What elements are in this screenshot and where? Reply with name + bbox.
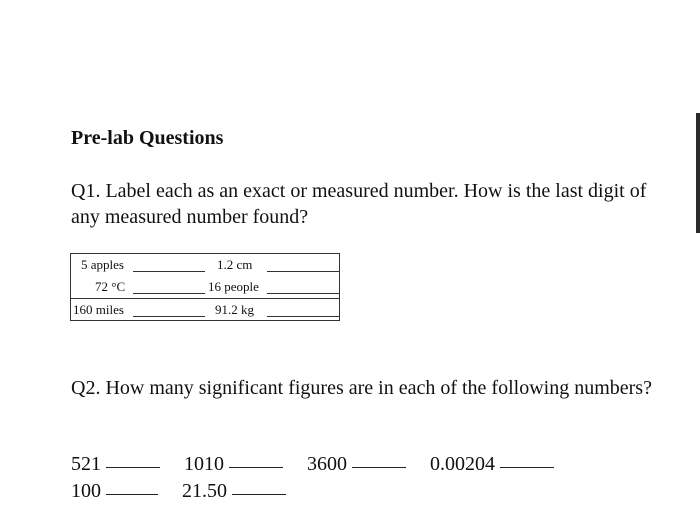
item-label: 91.2 kg bbox=[215, 302, 254, 317]
sig-fig-item bbox=[184, 453, 283, 475]
table-divider bbox=[71, 298, 339, 299]
table-row bbox=[71, 302, 339, 322]
sig-fig-item bbox=[71, 453, 160, 475]
answer-blank[interactable] bbox=[106, 493, 158, 495]
answer-blank[interactable] bbox=[106, 466, 160, 468]
measurement-table bbox=[70, 253, 340, 321]
answer-blank[interactable] bbox=[133, 271, 205, 272]
item-label: 5 apples bbox=[81, 257, 124, 272]
sig-fig-item bbox=[71, 480, 158, 502]
number-value: 1010 bbox=[184, 453, 224, 475]
item-label: 72 °C bbox=[95, 279, 126, 294]
table-row bbox=[71, 257, 339, 277]
item-label: 1.2 cm bbox=[217, 257, 253, 272]
scrollbar[interactable] bbox=[696, 113, 700, 233]
answer-blank[interactable] bbox=[232, 493, 286, 495]
question-2-text: Q2. How many significant figures are in each of the following numbers? bbox=[71, 377, 652, 399]
number-value: 521 bbox=[71, 453, 101, 475]
prelab-heading: Pre-lab Questions bbox=[71, 127, 224, 149]
sig-fig-list bbox=[71, 451, 661, 505]
answer-blank[interactable] bbox=[500, 466, 554, 468]
sig-fig-item bbox=[430, 453, 554, 475]
item-label: 16 people bbox=[208, 279, 259, 294]
sig-fig-item bbox=[307, 453, 406, 475]
answer-blank[interactable] bbox=[267, 293, 339, 294]
table-row bbox=[71, 279, 339, 299]
number-value: 21.50 bbox=[182, 480, 227, 502]
answer-blank[interactable] bbox=[267, 316, 339, 317]
sig-fig-item bbox=[182, 480, 286, 502]
answer-blank[interactable] bbox=[267, 271, 339, 272]
question-1-text: Q1. Label each as an exact or measured number. How is the last digit of any measured number found? bbox=[71, 180, 647, 228]
answer-blank[interactable] bbox=[133, 316, 205, 317]
answer-blank[interactable] bbox=[352, 466, 406, 468]
answer-blank[interactable] bbox=[229, 466, 283, 468]
number-value: 3600 bbox=[307, 453, 347, 475]
item-label: 160 miles bbox=[73, 302, 124, 317]
number-value: 100 bbox=[71, 480, 101, 502]
answer-blank[interactable] bbox=[133, 293, 205, 294]
number-value: 0.00204 bbox=[430, 453, 495, 475]
